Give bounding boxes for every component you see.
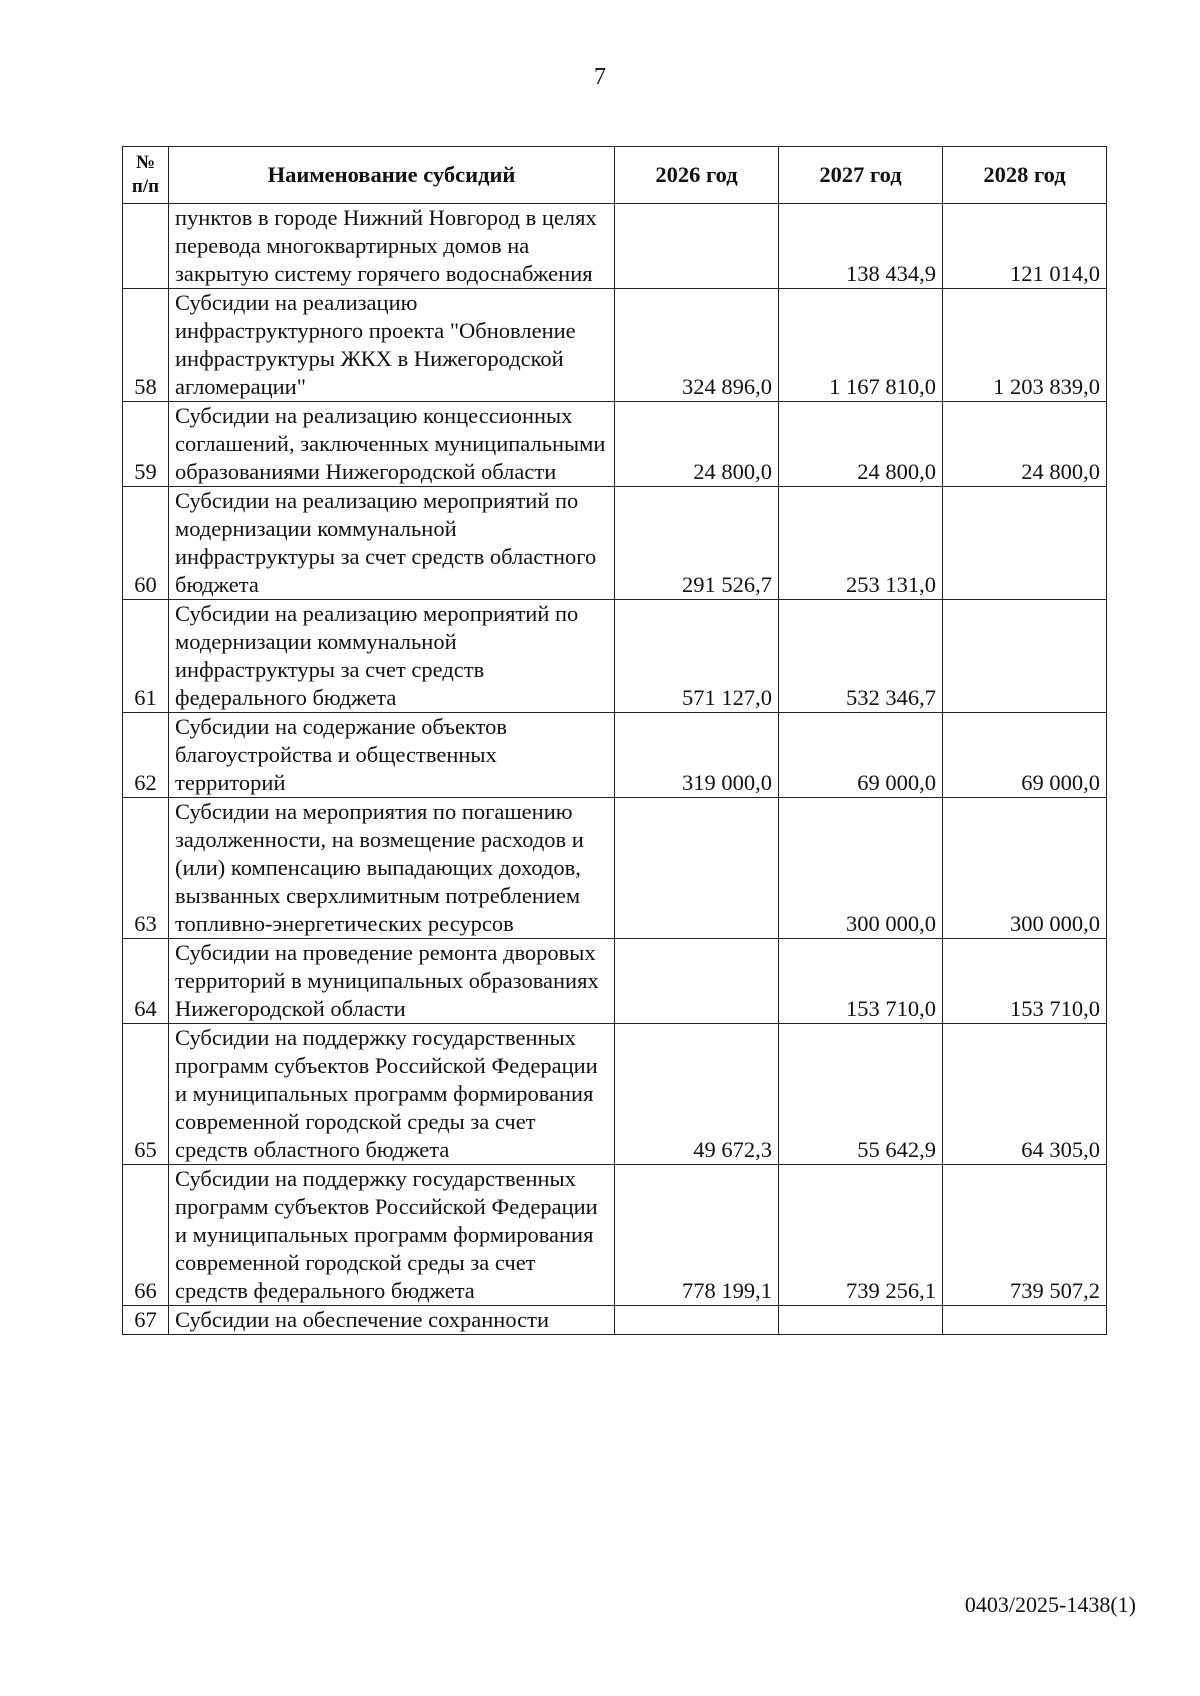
row-num: 58 [123, 289, 169, 402]
row-2028: 300 000,0 [943, 798, 1107, 939]
row-2027: 138 434,9 [779, 204, 943, 289]
row-2026 [615, 204, 779, 289]
subsidies-table [122, 146, 1107, 1335]
row-2028 [943, 487, 1107, 600]
row-2026: 291 526,7 [615, 487, 779, 600]
header-num: № п/п [123, 147, 169, 204]
row-2028 [943, 1306, 1107, 1335]
row-num: 60 [123, 487, 169, 600]
row-num: 66 [123, 1165, 169, 1306]
row-2026: 319 000,0 [615, 713, 779, 798]
row-name: Субсидии на содержание объектов благоустройства и общественных территорий [169, 713, 615, 798]
row-num: 62 [123, 713, 169, 798]
document-code: 0403/2025-1438(1) [964, 1592, 1136, 1617]
row-2028: 121 014,0 [943, 204, 1107, 289]
row-name: Субсидии на проведение ремонта дворовых территорий в муниципальных образованиях Нижегородской области [169, 939, 615, 1024]
page-number: 7 [594, 64, 606, 90]
row-2026 [615, 1306, 779, 1335]
table-row [123, 487, 1107, 600]
row-2026: 571 127,0 [615, 600, 779, 713]
row-name: Субсидии на мероприятия по погашению задолженности, на возмещение расходов и (или) компенсацию выпадающих доходов, вызванных сверхлимитным потреблением топливно-энергетических ресурсов [169, 798, 615, 939]
row-num: 63 [123, 798, 169, 939]
row-2026 [615, 798, 779, 939]
row-2027: 153 710,0 [779, 939, 943, 1024]
row-2026: 778 199,1 [615, 1165, 779, 1306]
header-2026: 2026 год [615, 147, 779, 204]
row-num: 64 [123, 939, 169, 1024]
row-2027: 300 000,0 [779, 798, 943, 939]
row-num [123, 204, 169, 289]
row-2028: 24 800,0 [943, 402, 1107, 487]
row-name: Субсидии на реализацию инфраструктурного проекта "Обновление инфраструктуры ЖКХ в Нижегородской агломерации" [169, 289, 615, 402]
row-name: Субсидии на обеспечение сохранности [169, 1306, 615, 1335]
table-row [123, 798, 1107, 939]
row-name: Субсидии на реализацию концессионных соглашений, заключенных муниципальными образованиями Нижегородской области [169, 402, 615, 487]
row-2028: 64 305,0 [943, 1024, 1107, 1165]
row-2027: 253 131,0 [779, 487, 943, 600]
row-2028: 153 710,0 [943, 939, 1107, 1024]
row-2028 [943, 600, 1107, 713]
table-row [123, 1306, 1107, 1335]
table-row [123, 1024, 1107, 1165]
row-2026: 324 896,0 [615, 289, 779, 402]
header-2028: 2028 год [943, 147, 1107, 204]
row-2027: 739 256,1 [779, 1165, 943, 1306]
row-num: 65 [123, 1024, 169, 1165]
table-row [123, 402, 1107, 487]
row-name: пунктов в городе Нижний Новгород в целях перевода многоквартирных домов на закрытую систему горячего водоснабжения [169, 204, 615, 289]
table-header-row [123, 147, 1107, 204]
row-name: Субсидии на поддержку государственных программ субъектов Российской Федерации и муниципальных программ формирования современной городской среды за счет средств областного бюджета [169, 1024, 615, 1165]
table-row [123, 600, 1107, 713]
row-2028: 739 507,2 [943, 1165, 1107, 1306]
row-2028: 1 203 839,0 [943, 289, 1107, 402]
table-row [123, 713, 1107, 798]
table-row [123, 289, 1107, 402]
table-row [123, 939, 1107, 1024]
row-2027: 1 167 810,0 [779, 289, 943, 402]
header-2027: 2027 год [779, 147, 943, 204]
table-row [123, 1165, 1107, 1306]
table-row [123, 204, 1107, 289]
row-2027: 55 642,9 [779, 1024, 943, 1165]
row-2026 [615, 939, 779, 1024]
row-2026: 49 672,3 [615, 1024, 779, 1165]
row-name: Субсидии на поддержку государственных программ субъектов Российской Федерации и муниципальных программ формирования современной городской среды за счет средств федерального бюджета [169, 1165, 615, 1306]
row-2027: 24 800,0 [779, 402, 943, 487]
row-num: 61 [123, 600, 169, 713]
row-2026: 24 800,0 [615, 402, 779, 487]
row-2027: 69 000,0 [779, 713, 943, 798]
row-num: 67 [123, 1306, 169, 1335]
row-2027 [779, 1306, 943, 1335]
row-2028: 69 000,0 [943, 713, 1107, 798]
row-name: Субсидии на реализацию мероприятий по модернизации коммунальной инфраструктуры за счет средств областного бюджета [169, 487, 615, 600]
row-name: Субсидии на реализацию мероприятий по модернизации коммунальной инфраструктуры за счет средств федерального бюджета [169, 600, 615, 713]
row-num: 59 [123, 402, 169, 487]
header-name: Наименование субсидий [169, 147, 615, 204]
row-2027: 532 346,7 [779, 600, 943, 713]
